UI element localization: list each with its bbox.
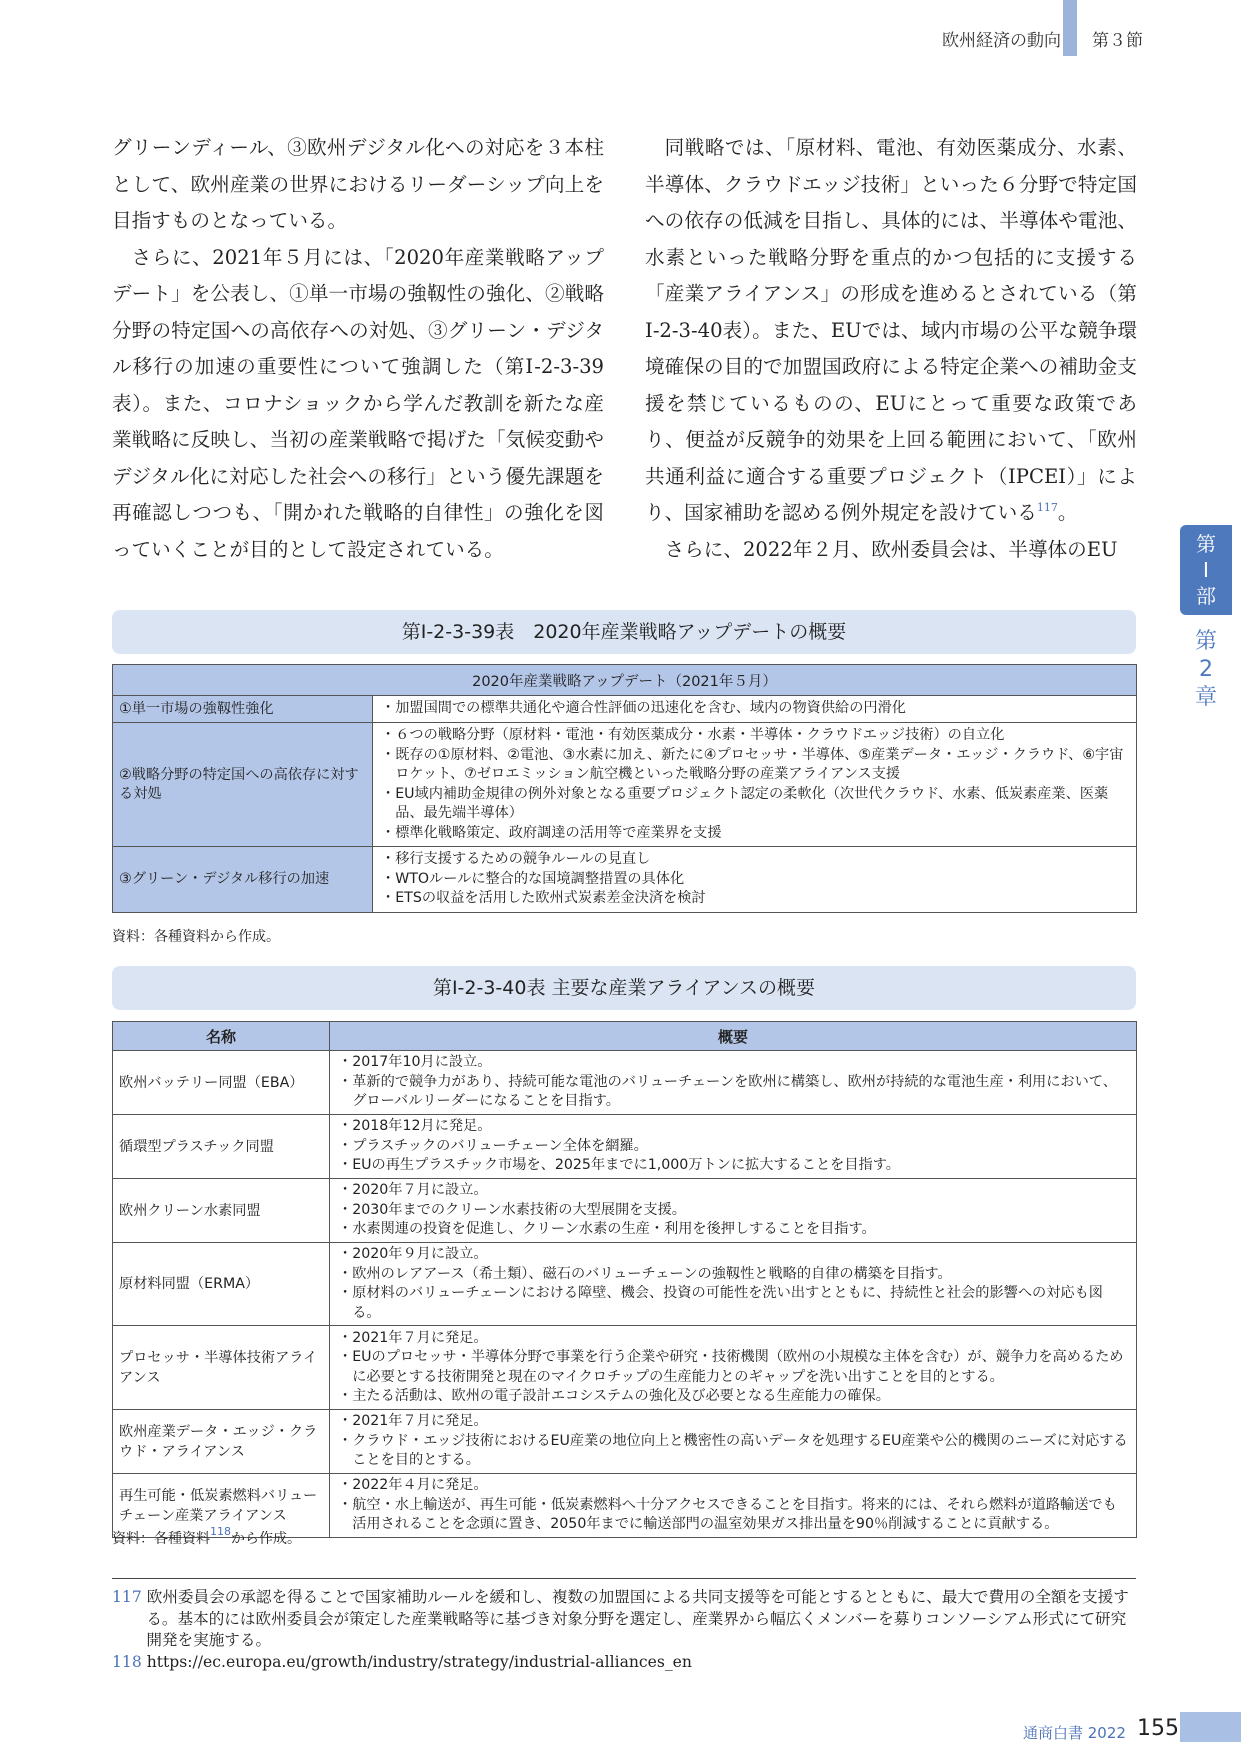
bullet-item: ・原材料のバリューチェーンにおける障壁、機会、投資の可能性を洗い出すとともに、持続性と社会的影響への対応も図る。	[338, 1285, 1103, 1321]
chapter-tab-char: 章	[1194, 685, 1217, 710]
table-40	[112, 1021, 1137, 1538]
row-label: ②戦略分野の特定国への高依存に対する対処	[113, 723, 373, 847]
footnote-text: 欧州委員会の承認を得ることで国家補助ルールを緩和し、複数の加盟国による共同支援等を可能とするとともに、最大で費用の全額を支援する。基本的には欧州委員会が策定した産業戦略等に基づき対象分野を選定し、産業界から幅広くメンバーを募りコンソーシアム形式にて研究開発を実施する。	[146, 1588, 1129, 1649]
table-40-source	[112, 1525, 301, 1548]
footnote-number: 117	[112, 1588, 142, 1606]
page-number: 155	[1137, 1716, 1179, 1741]
footer-publication: 通商白書 2022	[1023, 1724, 1126, 1742]
bullet-item: ・EUのプロセッサ・半導体分野で事業を行う企業や研究・技術機関（欧州の小規模な主体を含む）が、競争力を高めるために必要とする技術開発と現在のマイクロチップの生産能力とのギャップを洗い出すことを目的とする。	[338, 1349, 1124, 1385]
table-row	[113, 1410, 1137, 1474]
running-header-section: 欧州経済の動向	[942, 31, 1061, 51]
row-content	[373, 847, 1137, 913]
bullet-item: ・2022年４月に発足。	[338, 1477, 488, 1494]
chapter-tab	[1180, 628, 1232, 712]
footnote-117	[112, 1587, 1136, 1652]
row-content	[373, 696, 1137, 723]
table-39-title: 第Ⅰ-2-3-39表 2020年産業戦略アップデートの概要	[112, 610, 1136, 654]
bullet-item: ・ETSの収益を活用した欧州式炭素差金決済を検討	[381, 890, 706, 907]
running-header-chapter: 第３節	[1092, 31, 1143, 51]
alliance-summary	[330, 1115, 1137, 1179]
body-paragraph	[645, 130, 1137, 532]
alliance-name: 原材料同盟（ERMA）	[113, 1243, 330, 1326]
bullet-item: ・欧州のレアアース（希土類）、磁石のバリューチェーンの強靱性と戦略的自律の構築を目指す。	[338, 1265, 952, 1282]
part-tab-char: 第	[1196, 532, 1216, 556]
row-content	[373, 723, 1137, 847]
body-paragraph: さらに、2022年２月、欧州委員会は、半導体のEU	[664, 537, 1118, 561]
body-paragraph-end: 。	[1057, 501, 1078, 524]
table-39-source: 資料：各種資料から作成。	[112, 929, 280, 945]
alliance-summary	[330, 1051, 1137, 1115]
bullet-item: ・６つの戦略分野（原材料・電池・有効医薬成分・水素・半導体・クラウドエッジ技術）の自立化	[381, 727, 1005, 743]
footnote-link[interactable]: https://ec.europa.eu/growth/industry/strategy/industrial-alliances_en	[146, 1653, 692, 1671]
body-paragraph: グリーンディール、③欧州デジタル化への対応を３本柱として、欧州産業の世界におけるリーダーシップ向上を目指すものとなっている。	[112, 136, 604, 232]
bullet-item: ・クラウド・エッジ技術におけるEU産業の地位向上と機密性の高いデータを処理するEU産業や公的機関のニーズに対応することを目的とする。	[338, 1432, 1128, 1469]
bullet-item: ・移行支援するための競争ルールの見直し	[381, 851, 651, 868]
bullet-item: ・水素関連の投資を促進し、クリーン水素の生産・利用を後押しすることを目指す。	[338, 1221, 876, 1238]
bullet-item: ・革新的で競争力があり、持続可能な電池のバリューチェーンを欧州に構築し、欧州が持続的な電池生産・利用において、グローバルリーダーになることを目指す。	[338, 1073, 1117, 1110]
bullet-item: ・EU域内補助金規律の例外対象となる重要プロジェクト認定の柔軟化（次世代クラウド、水素、低炭素産業、医薬品、最先端半導体）	[381, 785, 1109, 821]
column-header-name: 名称	[113, 1022, 330, 1051]
chapter-tab-char: 2	[1199, 657, 1213, 682]
bullet-item: ・主たる活動は、欧州の電子設計エコシステムの強化及び必要となる生産能力の確保。	[338, 1388, 890, 1404]
table-row	[113, 847, 1137, 913]
table-row	[113, 723, 1137, 847]
table-row	[113, 696, 1137, 723]
bullet-item: ・2020年９月に設立。	[338, 1246, 488, 1262]
footnote-divider	[112, 1578, 1136, 1579]
alliance-summary	[330, 1243, 1137, 1326]
bullet-item: ・2021年７月に発足。	[338, 1413, 488, 1430]
footnote-number: 118	[112, 1653, 142, 1671]
bullet-item: ・WTOルールに整合的な国境調整措置の具体化	[381, 870, 685, 887]
header-accent-bar	[1063, 0, 1077, 56]
table-row	[113, 1243, 1137, 1326]
part-tab-char: 部	[1196, 584, 1216, 608]
bullet-item: ・2018年12月に発足。	[338, 1118, 492, 1135]
source-text: から作成。	[231, 1531, 301, 1547]
alliance-summary	[330, 1179, 1137, 1243]
bullet-item: ・EUの再生プラスチック市場を、2025年までに1,000万トンに拡大することを目指す。	[338, 1157, 900, 1174]
table-40-title: 第Ⅰ-2-3-40表 主要な産業アライアンスの概要	[112, 966, 1136, 1010]
bullet-item: ・2030年までのクリーン水素技術の大型展開を支援。	[338, 1201, 686, 1218]
table-row	[113, 1326, 1137, 1410]
table-row	[113, 1115, 1137, 1179]
footer-accent-bar	[1180, 1712, 1241, 1742]
bullet-item: ・2021年７月に発足。	[338, 1329, 488, 1346]
footnote-ref-117[interactable]: 117	[1036, 501, 1058, 514]
alliance-summary	[330, 1326, 1137, 1410]
alliance-name: 欧州クリーン水素同盟	[113, 1179, 330, 1243]
bullet-item: ・加盟国間での標準共通化や適合性評価の迅速化を含む、域内の物資供給の円滑化	[381, 700, 906, 717]
alliance-name: 欧州産業データ・エッジ・クラウド・アライアンス	[113, 1410, 330, 1474]
bullet-item: ・プラスチックのバリューチェーン全体を網羅。	[338, 1137, 648, 1154]
body-column-right	[645, 130, 1137, 568]
table-row	[113, 1051, 1137, 1115]
part-tab	[1180, 525, 1232, 615]
footnote-118	[112, 1652, 1136, 1674]
source-text: 資料：各種資料	[112, 1531, 210, 1547]
body-column-left	[112, 130, 604, 568]
bullet-item: ・標準化戦略策定、政府調達の活用等で産業界を支援	[381, 824, 722, 841]
body-paragraph-text: 同戦略では、「原材料、電池、有効医薬成分、水素、半導体、クラウドエッジ技術」といった６分野で特定国への依存の低減を目指し、具体的には、半導体や電池、水素といった戦略分野を重点的かつ包括的に支援する「産業アライアンス」の形成を進めるとされている（第Ⅰ-2-3-40表）。また、EUでは、域内市場の公平な競争環境確保の目的で加盟国政府による特定企業への補助金支援を禁じているものの、EUにとって重要な政策であり、便益が反競争的効果を上回る範囲において、「欧州共通利益に適合する重要プロジェクト（IPCEI）」により、国家補助を認める例外規定を設けている	[645, 136, 1137, 524]
table-row	[113, 1179, 1137, 1243]
part-tab-char: Ⅰ	[1203, 558, 1209, 582]
row-label: ③グリーン・デジタル移行の加速	[113, 847, 373, 913]
alliance-name: プロセッサ・半導体技術アライアンス	[113, 1326, 330, 1410]
table-39-header: 2020年産業戦略アップデート（2021年５月）	[113, 665, 1137, 696]
chapter-tab-char: 第	[1194, 629, 1217, 654]
bullet-item: ・2020年７月に設立。	[338, 1182, 488, 1199]
body-paragraph: さらに、2021年５月には、「2020年産業戦略アップデート」を公表し、①単一市場の強靱性の強化、②戦略分野の特定国への高依存への対処、③グリーン・デジタル移行の加速の重要性について強調した（第Ⅰ-2-3-39表）。また、コロナショックから学んだ教訓を新たな産業戦略に反映し、当初の産業戦略で掲げた「気候変動やデジタル化に対応した社会への移行」という優先課題を再確認しつつも、「開かれた戦略的自律性」の強化を図っていくことが目的として設定されている。	[112, 245, 604, 561]
alliance-name: 欧州バッテリー同盟（EBA）	[113, 1051, 330, 1115]
alliance-name: 循環型プラスチック同盟	[113, 1115, 330, 1179]
bullet-item: ・既存の①原材料、②電池、③水素に加え、新たに④プロセッサ・半導体、⑤産業データ・エッジ・クラウド、⑥宇宙ロケット、⑦ゼロエミッション航空機といった戦略分野の産業アライアンス支援	[381, 746, 1124, 782]
bullet-item: ・2017年10月に設立。	[338, 1054, 492, 1071]
bullet-item: ・航空・水上輸送が、再生可能・低炭素燃料へ十分アクセスできることを目指す。将来的には、それら燃料が道路輸送でも活用されることを念頭に置き、2050年までに輸送部門の温室効果ガス排出量を90％削減することに貢献する。	[338, 1496, 1117, 1533]
table-39	[112, 664, 1137, 913]
row-label: ①単一市場の強靱性強化	[113, 696, 373, 723]
column-header-summary: 概要	[330, 1022, 1137, 1051]
alliance-summary	[330, 1410, 1137, 1474]
alliance-name: 再生可能・低炭素燃料バリューチェーン産業アライアンス	[113, 1474, 330, 1538]
alliance-summary	[330, 1474, 1137, 1538]
footnote-ref-118[interactable]: 118	[210, 1525, 231, 1538]
